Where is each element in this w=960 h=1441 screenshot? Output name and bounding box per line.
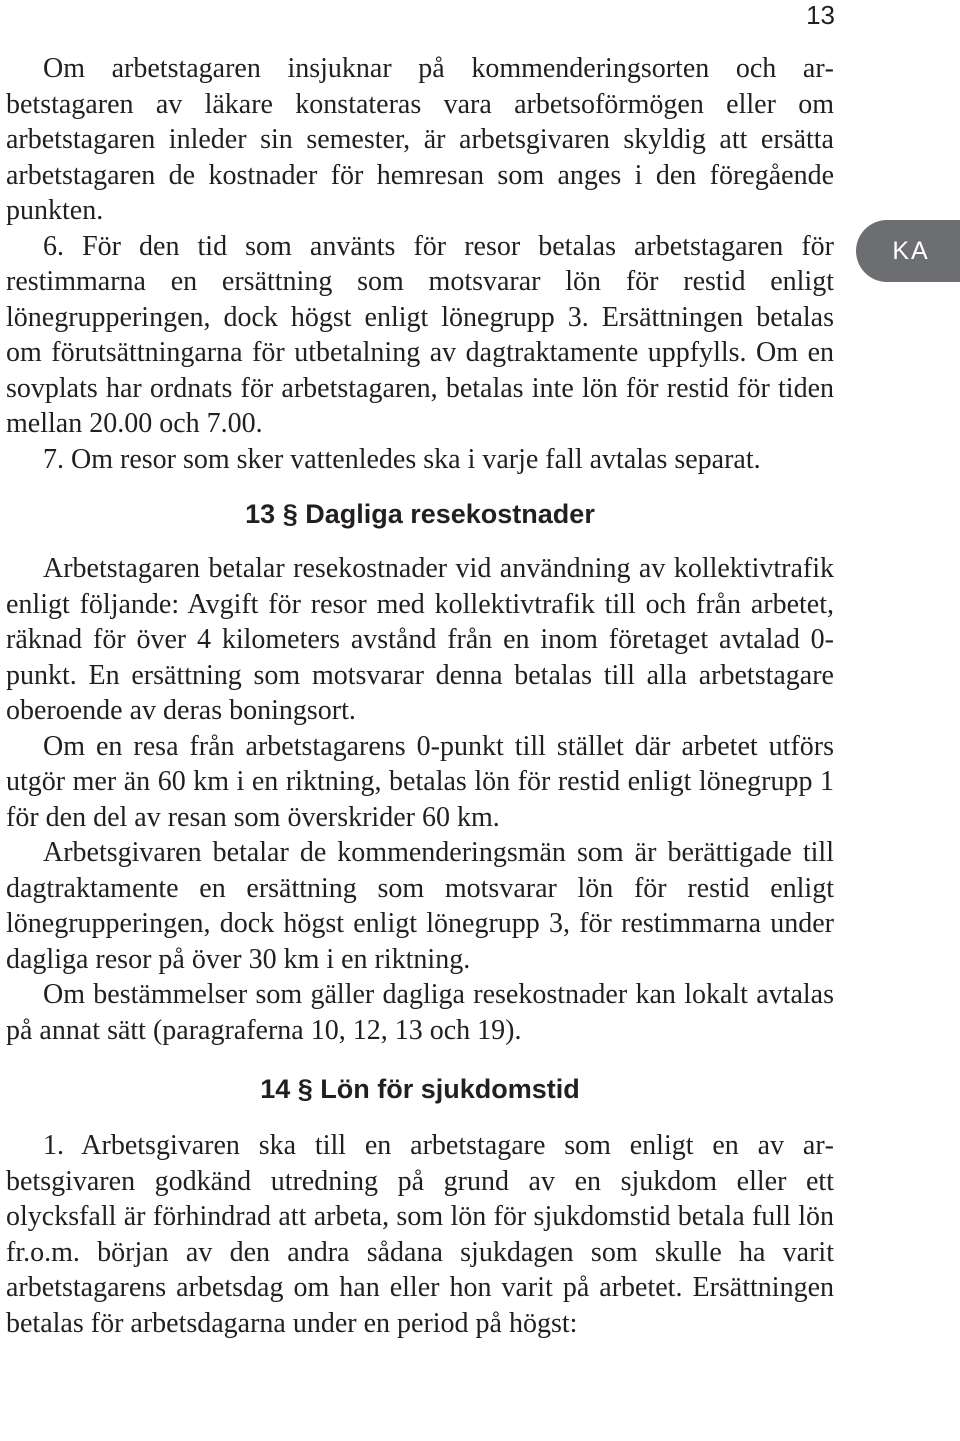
- paragraph-item-6: 6. För den tid som använts för resor betalas arbetstagaren för restimmarna en ersättning som motsvarar lön för restid enligt lönegrupperingen, dock högst enligt lönegrupp 3. Ersättningen betalas om förutsättningarna för utbetalning av dagtraktamente uppfylls. Om en sovplats har ordnats för arbetstagaren, betalas inte lön för restid för tiden mellan 20.00 och 7.00.: [6, 230, 834, 439]
- body-text: [6, 51, 834, 1341]
- paragraph-commanded-workers: Arbetsgivaren betalar de kommenderingsmän som är berättigade till dagtraktamente en ersättning som motsvarar lön för restid enligt lönegrupperingen, dock högst enligt lönegrupp 3, för restimmarna under dagliga resor på över 30 km i en riktning.: [6, 837, 834, 975]
- section-tab-label: KA: [892, 236, 930, 265]
- paragraph-public-transport: Arbetstagaren betalar resekostnader vid användning av kollektivtrafik enligt följande: Avgift för resor med kollektivtrafik till och från arbetet, räknad för över 4 kilometers avstånd från en inom företaget avtalad 0-punkt. En ersättning som motsvarar denna betalas till alla arbetstagare oberoende av deras boningsort.: [6, 553, 834, 726]
- paragraph-sick-pay-item-1: 1. Arbetsgivaren ska till en arbetstagare som enligt en av arbetsgivaren godkänd utredning på grund av en sjukdom eller ett olycksfall är förhindrad att arbeta, som lön för sjukdomstid betala full lön fr.o.m. början av den andra sådana sjukdagen som skulle ha varit arbetstagarens arbetsdag om han eller hon varit på arbetet. Ersättningen betalas för arbetsdagarna under en period på högst:: [6, 1130, 834, 1339]
- paragraph-item-7: 7. Om resor som sker vattenledes ska i varje fall avtalas separat.: [43, 443, 761, 475]
- page-number: 13: [806, 0, 835, 30]
- section-heading-13: 13 § Dagliga resekostnader: [245, 499, 595, 529]
- section-tab-ka: [856, 220, 960, 282]
- paragraph-sick-leave-travel: Om arbetstagaren insjuknar på kommenderingsorten och arbetstagaren av läkare konstateras vara arbetsoförmögen eller om arbetstagaren inleder sin semester, är arbetsgivaren skyldig att ersätta arbetstagaren de kostnader för hemresan som anges i den föregående punkten.: [6, 53, 834, 226]
- paragraph-travel-over-60km: Om en resa från arbetstagarens 0-punkt till stället där arbetet utförs utgör mer än 60 km i en riktning, betalas lön för restid enligt lönegrupp 1 för den del av resan som överskrider 60 km.: [6, 730, 834, 833]
- paragraph-local-agreement: Om bestämmelser som gäller dagliga resekostnader kan lokalt avtalas på annat sätt (paragraferna 10, 12, 13 och 19).: [6, 979, 834, 1046]
- section-heading-14: 14 § Lön för sjukdomstid: [260, 1074, 580, 1104]
